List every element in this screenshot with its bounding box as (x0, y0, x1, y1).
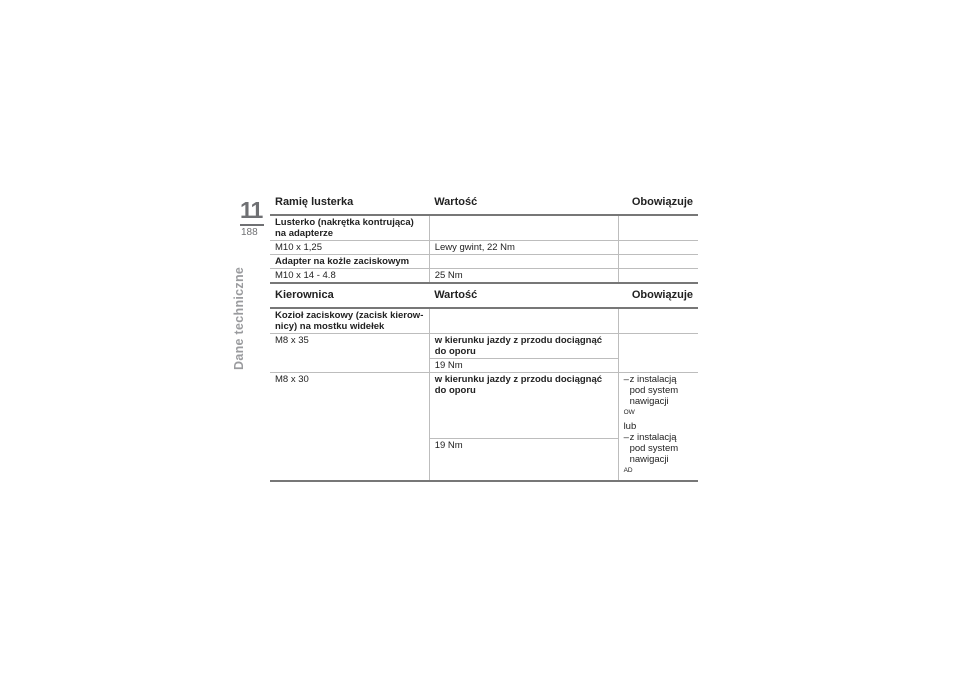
cell-text: Lewy gwint, 22 Nm (429, 241, 618, 255)
header-handlebar: Kierownica (270, 286, 429, 308)
table-row (270, 373, 698, 439)
cell-text (618, 241, 698, 255)
header-value: Wartość (429, 286, 618, 308)
cell-text (618, 269, 698, 284)
table-row (270, 308, 698, 334)
option-text: z instalacją pod system nawigacji (629, 374, 679, 407)
cell-text: M8 x 35 (270, 334, 429, 373)
or-text: lub (623, 421, 637, 433)
table-row (270, 334, 698, 359)
dash-bullet: – (623, 432, 629, 444)
cell-text: Kozioł zaciskowy (zacisk kierow-nicy) na mostku widełek (270, 308, 429, 334)
mirror-arm-table (270, 193, 698, 284)
cell-text (429, 255, 618, 269)
option-text: z instalacją pod system nawigacji (629, 432, 679, 466)
applies-cell (618, 373, 698, 482)
cell-text (429, 215, 618, 241)
page-number: 188 (241, 227, 258, 238)
cell-text: w kierunku jazdy z przodu dociągnąć do oporu (429, 334, 618, 359)
dash-bullet: – (623, 374, 629, 385)
option-code: AD (623, 467, 633, 475)
header-mirror-arm: Ramię lusterka (270, 193, 429, 215)
cell-text: w kierunku jazdy z przodu dociągnąć do oporu (429, 373, 618, 439)
cell-text: M10 x 14 - 4.8 (270, 269, 429, 284)
header-value: Wartość (429, 193, 618, 215)
empty-cell (429, 308, 618, 334)
cell-text: M10 x 1,25 (270, 241, 429, 255)
table-row (270, 241, 698, 255)
header-applies: Obowiązuje (618, 286, 698, 308)
table-row (270, 255, 698, 269)
option-code: OW (623, 409, 635, 416)
cell-text (618, 215, 698, 241)
cell-text: 19 Nm (429, 438, 618, 481)
table-row (270, 269, 698, 284)
handlebar-table (270, 286, 698, 482)
table-row (270, 215, 698, 241)
cell-text: 25 Nm (429, 269, 618, 284)
cell-text: 19 Nm (429, 359, 618, 373)
header-applies: Obowiązuje (618, 193, 698, 215)
chapter-number: 11 (240, 197, 263, 223)
cell-text: M8 x 30 (270, 373, 429, 482)
section-title: Dane techniczne (232, 266, 246, 370)
chapter-divider (240, 224, 264, 226)
cell-text: Lusterko (nakrętka kontrująca) na adapterze (270, 215, 429, 241)
empty-cell (618, 334, 698, 373)
empty-cell (618, 308, 698, 334)
cell-text: Adapter na kożle zaciskowym (270, 255, 429, 269)
cell-text (618, 255, 698, 269)
